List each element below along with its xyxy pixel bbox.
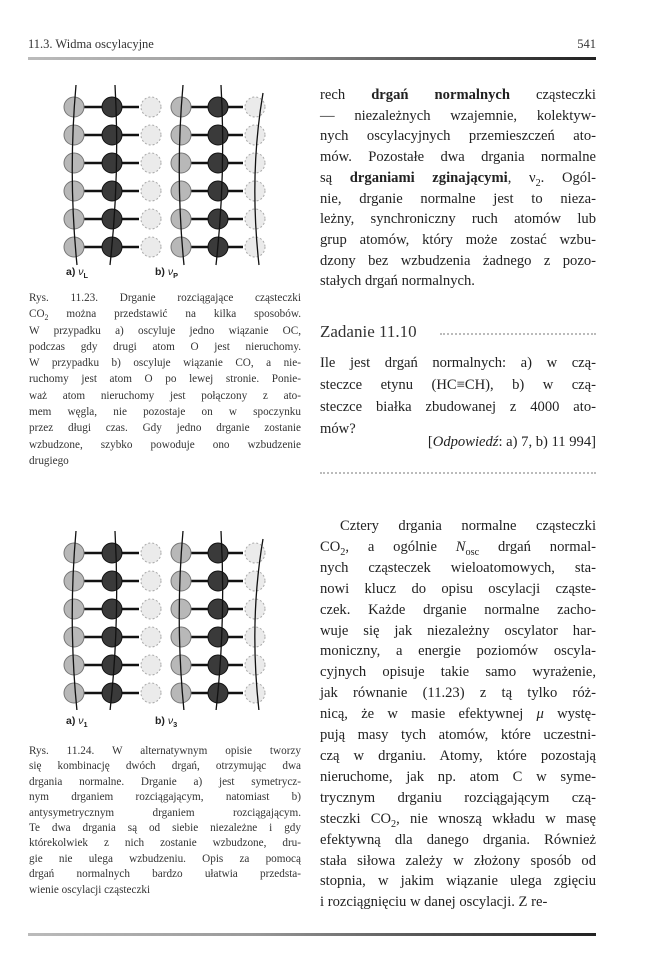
text-segment: nicą, że w masie efektywnej (320, 706, 537, 723)
text-segment: i rozciągnięciu w danej oscylacji. Z re- (320, 894, 548, 911)
text-segment: nieruchome, jak np. atom C w syme- (320, 768, 596, 785)
oxygen-atom-ghost (141, 627, 161, 647)
text-segment: Ile jest drgań normalnych: a) w czą- (320, 355, 596, 371)
oxygen-atom (64, 627, 84, 647)
carbon-atom (208, 599, 228, 619)
text-segment: Rys. 11.23. Drganie rozciągające cząsteczki (29, 292, 301, 304)
carbon-atom (208, 153, 228, 173)
text-line (29, 821, 301, 836)
oxygen-atom-ghost (141, 683, 161, 703)
text-line (320, 352, 596, 374)
text-segment: osc (465, 546, 480, 558)
text-segment: stała siłowa zależy w złożony sposób od (320, 852, 596, 869)
text-line (320, 147, 596, 168)
page-number: 541 (577, 37, 596, 51)
text-segment: N (455, 538, 466, 555)
label-subscript: 1 (83, 720, 88, 730)
carbon-atom (102, 153, 122, 173)
carbon-atom (208, 97, 228, 117)
text-segment: , ν (507, 169, 536, 186)
label-text: b) (155, 266, 168, 278)
carbon-atom (102, 599, 122, 619)
text-segment: pują masy tych atomów, które uczestni- (320, 727, 596, 744)
text-segment: podczas gdy drugi atom O jest nieruchomy. (29, 340, 301, 353)
oxygen-atom-ghost (141, 181, 161, 201)
label-text: a) (66, 715, 79, 727)
text-line (29, 306, 301, 322)
text-line (320, 558, 596, 579)
text-line (320, 516, 596, 537)
carbon-atom (208, 627, 228, 647)
body-paragraph-1 (320, 85, 596, 292)
text-segment: W przypadku b) oscyluje wiązanie CO, a nie- (29, 357, 301, 370)
text-segment: grup atomów, który może zostać wzbu- (320, 231, 596, 248)
text-segment: są (320, 169, 350, 186)
text-segment: steczce białka zbudowanej z 4000 ato- (320, 399, 596, 415)
oxygen-atom (171, 125, 191, 145)
label-symbol: ν (167, 266, 174, 278)
text-segment: drgań normalnych (371, 87, 510, 103)
text-segment: drugiego (29, 454, 69, 467)
text-line (320, 809, 596, 830)
text-line (320, 168, 596, 189)
exercise-text (320, 352, 596, 440)
oxygen-atom-ghost (245, 125, 265, 145)
carbon-atom (208, 543, 228, 563)
answer-segment: : a) 7, b) 11 994] (498, 434, 596, 450)
carbon-atom (102, 209, 122, 229)
text-segment: wienie oscylacji cząsteczki (29, 883, 151, 896)
text-segment: nych cząsteczek wieloatomowych, sta- (320, 559, 596, 576)
carbon-atom (208, 655, 228, 675)
text-segment: stałych drgań normalnych. (320, 273, 475, 290)
oxygen-atom (171, 627, 191, 647)
text-line (29, 420, 301, 436)
oxygen-atom (64, 125, 84, 145)
text-segment: drgań normalnych bardzo ułatwia przedsta- (29, 868, 301, 881)
text-segment: mów. Pozostałe dwa drgania normalne (320, 149, 596, 166)
label-text: a) (66, 266, 79, 278)
text-segment: się kombinację dwóch drgań, otrzymując dwa (29, 760, 301, 773)
oxygen-atom (171, 237, 191, 257)
text-segment: 2 (340, 546, 346, 558)
text-segment: można przedstawić na kilka sposobów. (48, 308, 301, 321)
oxygen-atom-ghost (141, 571, 161, 591)
label-subscript: 3 (173, 720, 178, 730)
oxygen-atom-ghost (141, 97, 161, 117)
text-segment: rech (320, 87, 372, 103)
text-line (320, 788, 596, 809)
text-line (320, 230, 596, 251)
text-segment: CO (320, 538, 341, 555)
text-segment: moniczny, a energie poziomów oscyla- (320, 643, 596, 660)
text-line (320, 641, 596, 662)
text-segment: leżny, synchroniczny ruch atomów lub (320, 211, 596, 228)
label-symbol: ν (78, 715, 84, 727)
carbon-atom (208, 125, 228, 145)
text-line (29, 371, 301, 387)
text-segment: Te dwa drgania są od siebie niezależne i gdy (29, 822, 301, 835)
text-segment: Cztery drgania normalne cząsteczki (340, 518, 596, 534)
text-line (29, 759, 301, 774)
text-line (29, 290, 301, 306)
text-segment: , nie wnoszą wkładu w masę (396, 810, 596, 827)
text-segment: W przypadku a) oscyluje jedno wiązanie OC, (29, 324, 301, 337)
text-segment: czą w drganiu. Atomy, które pozostają (320, 747, 596, 764)
oxygen-atom-ghost (141, 237, 161, 257)
text-segment: waż atom nieruchomy jest połączony z ato- (29, 389, 301, 402)
text-segment: 2 (535, 177, 541, 189)
text-line (29, 806, 301, 821)
text-segment: mów? (320, 421, 356, 437)
text-line (320, 662, 596, 683)
text-segment: antysymetrycznym drganiem rozciągającym. (29, 806, 301, 819)
oxygen-atom-ghost (245, 683, 265, 703)
oxygen-atom-ghost (245, 237, 265, 257)
carbon-atom (102, 627, 122, 647)
oxygen-atom-ghost (141, 125, 161, 145)
text-line (320, 871, 596, 892)
label-symbol: ν (167, 715, 174, 727)
text-segment: 2 (44, 313, 49, 323)
text-segment: czek. Każde drganie normalne zacho- (320, 601, 596, 618)
label-symbol: ν (78, 266, 84, 278)
label-subscript: L (83, 271, 89, 281)
text-line (29, 355, 301, 371)
text-segment: wystę- (543, 706, 597, 723)
oxygen-atom-ghost (141, 543, 161, 563)
header-rule (28, 57, 596, 60)
text-segment: gie nie ulega wzbudzeniu. Opis za pomocą (29, 852, 301, 865)
text-segment: stopnia, w jakim wiązanie ulega zgięciu (320, 873, 596, 890)
text-line (320, 683, 596, 704)
figure2-label-a (66, 715, 88, 730)
text-line (29, 775, 301, 790)
text-line (29, 867, 301, 882)
text-segment: cyjnych opisuje takie samo wyrażenie, (320, 664, 596, 681)
oxygen-atom (64, 181, 84, 201)
text-segment: , a ogólnie (345, 538, 456, 555)
body-paragraph-2 (320, 516, 596, 913)
answer-segment: Odpowiedź (432, 434, 499, 450)
text-segment: — niezależnych wzajemnie, kolektyw- (320, 107, 596, 124)
text-line (320, 767, 596, 788)
text-segment: nych oscylacyjnych przemieszczeń ato- (320, 128, 596, 145)
label-subscript: P (173, 271, 178, 281)
text-line (29, 836, 301, 851)
text-segment: 2 (391, 818, 397, 830)
text-segment: nowi klucz do opisu oscylacji cząste- (320, 580, 596, 597)
text-line (29, 437, 301, 453)
text-line (29, 388, 301, 404)
carbon-atom (102, 97, 122, 117)
text-line (320, 126, 596, 147)
text-line (320, 621, 596, 642)
text-line (29, 404, 301, 420)
text-line (320, 746, 596, 767)
figure1-label-b (155, 266, 178, 281)
carbon-atom (102, 125, 122, 145)
exercise-end-rule (320, 472, 596, 474)
oxygen-atom (64, 571, 84, 591)
oxygen-atom (171, 571, 191, 591)
oxygen-atom-ghost (141, 599, 161, 619)
text-line (29, 790, 301, 805)
oxygen-atom (171, 683, 191, 703)
text-segment: drgań normal- (479, 538, 596, 555)
text-segment: którekolwiek z nich zostanie wzbudzone, dru- (29, 837, 301, 850)
oxygen-atom (64, 683, 84, 703)
text-line (320, 85, 596, 106)
text-line (320, 892, 596, 913)
exercise-answer (320, 432, 596, 453)
label-text: b) (155, 715, 168, 727)
footer-rule (28, 933, 596, 936)
text-line (320, 209, 596, 230)
text-segment: trycznym drganiu rozciągającym czą- (320, 789, 596, 806)
text-segment: steczki CO (320, 810, 392, 827)
text-segment: Rys. 11.24. W alternatywnym opisie tworzy (29, 745, 301, 757)
text-line (320, 189, 596, 210)
exercise-title-rule (440, 333, 596, 335)
running-header-section: 11.3. Widma oscylacyjne (28, 37, 154, 51)
text-segment: nym drganiem rozciągającym, natomiast b) (29, 791, 301, 804)
text-segment: mem węgla, nie pozostaje on w spoczynku (29, 406, 301, 419)
oxygen-atom (64, 153, 84, 173)
carbon-atom (102, 543, 122, 563)
text-line (320, 537, 596, 558)
text-line (320, 106, 596, 127)
text-segment: drganiami zginającymi (349, 169, 508, 186)
figure-caption-11-24 (29, 744, 301, 898)
text-segment: μ (536, 706, 544, 723)
oxygen-atom (64, 599, 84, 619)
text-line (29, 883, 301, 898)
carbon-atom (208, 181, 228, 201)
oxygen-atom-ghost (141, 153, 161, 173)
text-line (320, 725, 596, 746)
text-segment: steczce etynu (HC≡CH), b) w czą- (320, 377, 596, 393)
carbon-atom (102, 181, 122, 201)
text-segment: CO (29, 308, 45, 321)
text-segment: cząsteczki (509, 87, 596, 103)
text-line (320, 374, 596, 396)
figure1-label-a (66, 266, 89, 281)
carbon-atom (102, 571, 122, 591)
text-line (29, 323, 301, 339)
oxygen-atom-ghost (141, 655, 161, 675)
text-segment: jak równanie (11.23) z tą tylko róż- (320, 685, 596, 702)
text-segment: dzony bez wzbudzenia żadnego z pozo- (320, 252, 596, 269)
oxygen-atom (171, 153, 191, 173)
figure-co2-stretching-modes (40, 82, 280, 272)
oxygen-atom (171, 599, 191, 619)
carbon-atom (208, 571, 228, 591)
exercise-title: Zadanie 11.10 (320, 322, 417, 341)
carbon-atom (208, 209, 228, 229)
text-segment: wzbudzone, szybko powoduje ono wzbudzenie (29, 438, 301, 451)
oxygen-atom (64, 237, 84, 257)
text-line (320, 704, 596, 725)
text-line (320, 271, 596, 292)
text-segment: drgania normalne. Drganie a) jest symetrycz- (29, 775, 301, 788)
text-segment: efektywną dla danego drgania. Również (320, 831, 596, 848)
text-line (29, 339, 301, 355)
figure-caption-11-23 (29, 290, 301, 469)
oxygen-atom-ghost (245, 571, 265, 591)
text-line (320, 600, 596, 621)
text-line (320, 251, 596, 272)
oxygen-atom-ghost (141, 209, 161, 229)
carbon-atom (102, 655, 122, 675)
text-line (320, 396, 596, 418)
text-segment: nie, drganie normalne jest to nieza- (320, 190, 596, 207)
answer-segment: [ (427, 434, 433, 450)
figure2-label-b (155, 715, 178, 730)
text-segment: wuje się jak niezależny oscylator har- (320, 622, 596, 639)
text-line (320, 851, 596, 872)
text-segment: ruchomy jest atom O po lewej stronie. Ponie- (29, 373, 301, 386)
text-line (29, 453, 301, 469)
text-segment: . Ogól- (540, 169, 596, 186)
text-line (320, 579, 596, 600)
oxygen-atom (171, 181, 191, 201)
figure-co2-normal-modes (40, 520, 280, 710)
text-line (320, 830, 596, 851)
text-line (29, 852, 301, 867)
text-segment: przez długi czas. Gdy jedno drganie zostanie (29, 422, 301, 435)
text-line (29, 744, 301, 759)
